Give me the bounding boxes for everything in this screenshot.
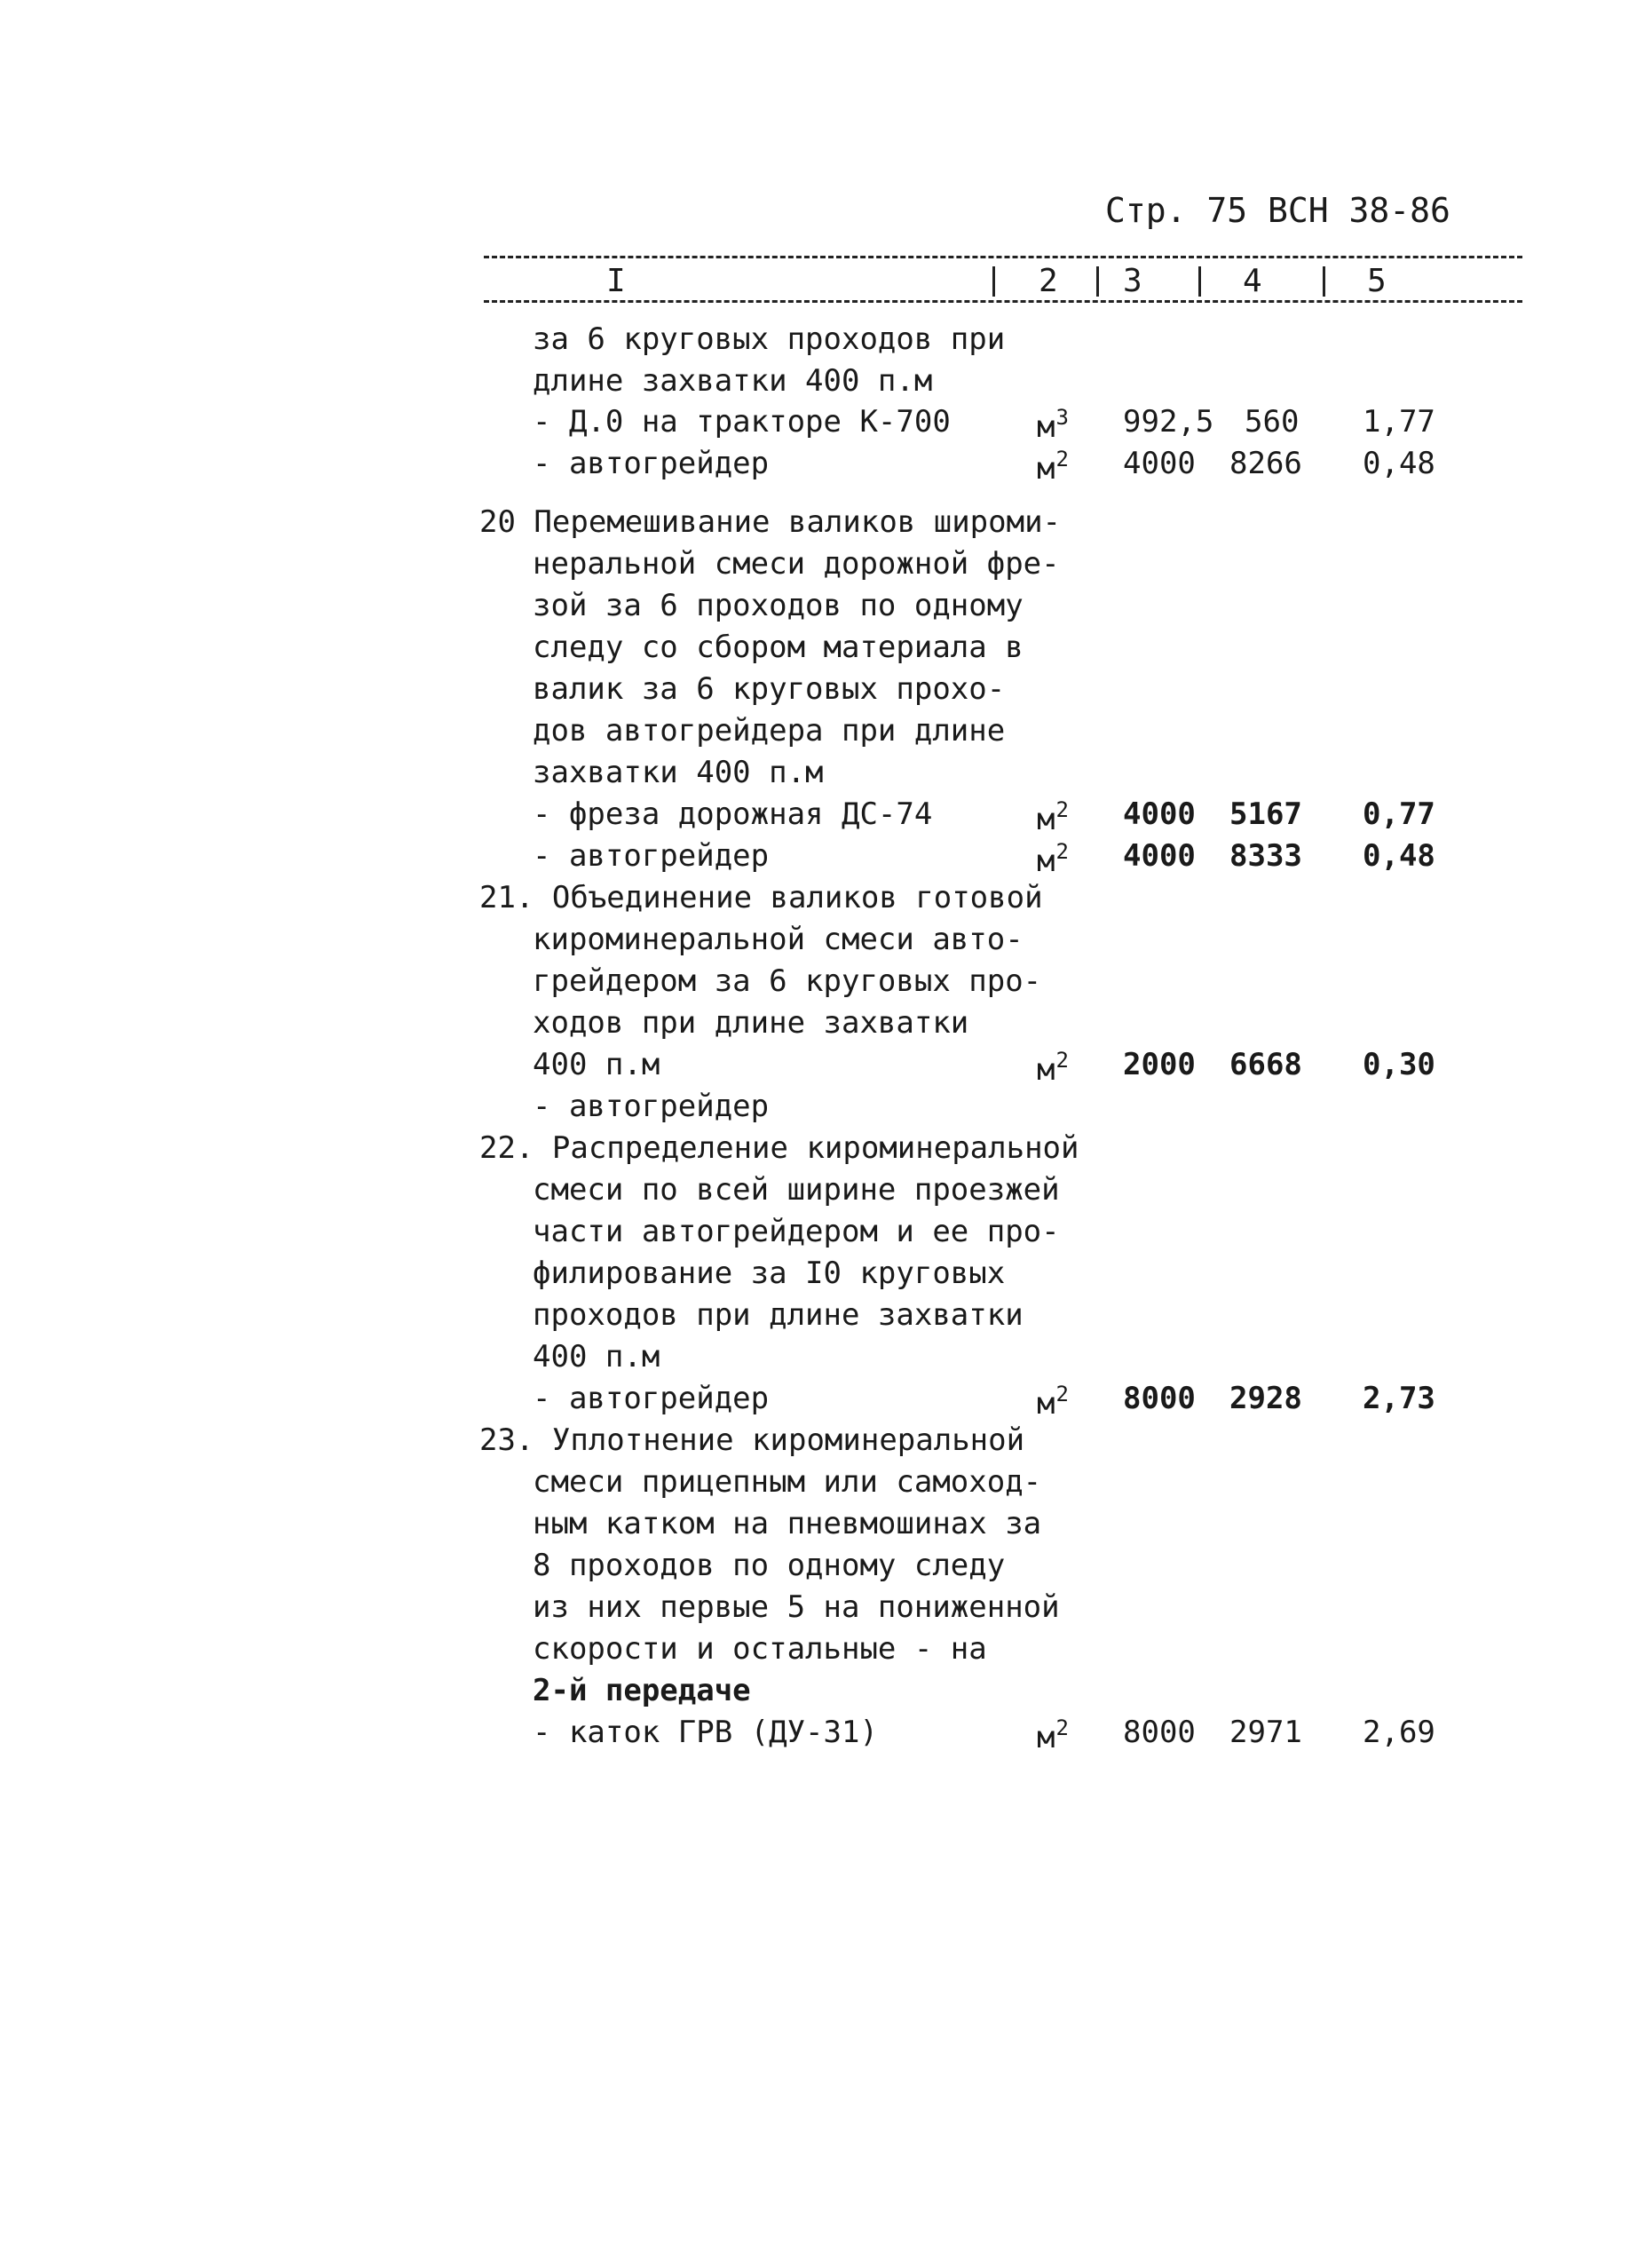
text-line: - фреза дорожная ДС-74 bbox=[533, 796, 933, 832]
text-line: части автогрейдером и ее про- bbox=[533, 1214, 1060, 1249]
value-col5: 2,73 bbox=[1363, 1381, 1435, 1416]
text-line: 23. Уплотнение кироминеральной bbox=[479, 1422, 1025, 1458]
text-line: валик за 6 круговых прохо- bbox=[533, 671, 1006, 707]
text-line: - автогрейдер bbox=[533, 838, 770, 874]
text-line: 400 п.м bbox=[533, 1339, 660, 1375]
text-line: ходов при длине захватки bbox=[533, 1005, 969, 1041]
column-separator bbox=[1096, 266, 1099, 297]
unit-cell: $м^2$ bbox=[1037, 797, 1069, 837]
text-line: 400 п.м bbox=[533, 1047, 660, 1082]
text-line: - каток ГРВ (ДУ-31) bbox=[533, 1715, 878, 1750]
text-line: скорости и остальные - на bbox=[533, 1631, 987, 1667]
column-header-5: 5 bbox=[1367, 263, 1387, 299]
text-line: смеси прицепным или самоход- bbox=[533, 1464, 1042, 1500]
value-col4: 2971 bbox=[1229, 1715, 1302, 1750]
unit-cell: $м^2$ bbox=[1037, 839, 1069, 879]
value-col4: 8333 bbox=[1229, 838, 1302, 874]
value-col3: 4000 bbox=[1123, 838, 1196, 874]
unit-cell: $м^2$ bbox=[1037, 1382, 1069, 1422]
column-header-3: 3 bbox=[1123, 263, 1142, 299]
text-line: 22. Распределение кироминеральной bbox=[479, 1130, 1079, 1166]
text-line: захватки 400 п.м bbox=[533, 755, 824, 790]
text-line: ным катком на пневмошинах за bbox=[533, 1506, 1042, 1541]
text-line: за 6 круговых проходов при bbox=[533, 321, 1006, 357]
value-col5: 1,77 bbox=[1363, 404, 1435, 440]
text-line: смеси по всей ширине проезжей bbox=[533, 1172, 1060, 1208]
text-line: - автогрейдер bbox=[533, 446, 770, 481]
column-header-2: 2 bbox=[1039, 263, 1058, 299]
value-col4: 560 bbox=[1245, 404, 1300, 440]
unit-cell: $м^2$ bbox=[1037, 1048, 1069, 1088]
column-header-1: I bbox=[606, 263, 626, 299]
value-col3: 2000 bbox=[1123, 1047, 1196, 1082]
value-col4: 2928 bbox=[1229, 1381, 1302, 1416]
table-header-rule bbox=[484, 300, 1522, 303]
text-line: 8 проходов по одному следу bbox=[533, 1548, 1006, 1583]
text-line: из них первые 5 на пониженной bbox=[533, 1589, 1060, 1625]
column-header-4: 4 bbox=[1243, 263, 1262, 299]
unit-cell: $м^2$ bbox=[1037, 447, 1069, 487]
value-col3: 8000 bbox=[1123, 1715, 1196, 1750]
text-line: кироминеральной смеси авто- bbox=[533, 922, 1024, 957]
column-separator bbox=[1323, 266, 1325, 297]
value-col5: 0,30 bbox=[1363, 1047, 1435, 1082]
unit-cell: $м^2$ bbox=[1037, 1715, 1069, 1755]
text-line: - Д.0 на тракторе К-700 bbox=[533, 404, 951, 440]
text-line: следу со сбором материала в bbox=[533, 630, 1024, 665]
text-line: дов автогрейдера при длине bbox=[533, 713, 1006, 749]
text-line: филирование за I0 круговых bbox=[533, 1256, 1006, 1291]
text-line: грейдером за 6 круговых про- bbox=[533, 963, 1042, 999]
value-col4: 8266 bbox=[1229, 446, 1302, 481]
column-separator bbox=[1198, 266, 1201, 297]
text-line: 20 Перемешивание валиков широми- bbox=[479, 504, 1062, 540]
value-col3: 8000 bbox=[1123, 1381, 1196, 1416]
table-top-rule bbox=[484, 256, 1522, 258]
text-line: 2-й передаче bbox=[533, 1673, 751, 1708]
text-line: длине захватки 400 п.м bbox=[533, 363, 933, 399]
value-col3: 4000 bbox=[1123, 446, 1196, 481]
value-col5: 0,77 bbox=[1363, 796, 1435, 832]
value-col3: 4000 bbox=[1123, 796, 1196, 832]
text-line: проходов при длине захватки bbox=[533, 1297, 1024, 1333]
page-header: Стр. 75 ВСН 38-86 bbox=[1105, 191, 1450, 230]
text-line: - автогрейдер bbox=[533, 1381, 770, 1416]
text-line: зой за 6 проходов по одному bbox=[533, 588, 1024, 623]
value-col3: 992,5 bbox=[1123, 404, 1214, 440]
column-separator bbox=[992, 266, 995, 297]
text-line: неральной смеси дорожной фре- bbox=[533, 546, 1060, 582]
text-line: - автогрейдер bbox=[533, 1089, 770, 1124]
value-col5: 0,48 bbox=[1363, 838, 1435, 874]
unit-cell: $м^3$ bbox=[1037, 405, 1069, 445]
value-col4: 6668 bbox=[1229, 1047, 1302, 1082]
value-col5: 2,69 bbox=[1363, 1715, 1435, 1750]
value-col4: 5167 bbox=[1229, 796, 1302, 832]
value-col5: 0,48 bbox=[1363, 446, 1435, 481]
text-line: 21. Объединение валиков готовой bbox=[479, 880, 1043, 915]
